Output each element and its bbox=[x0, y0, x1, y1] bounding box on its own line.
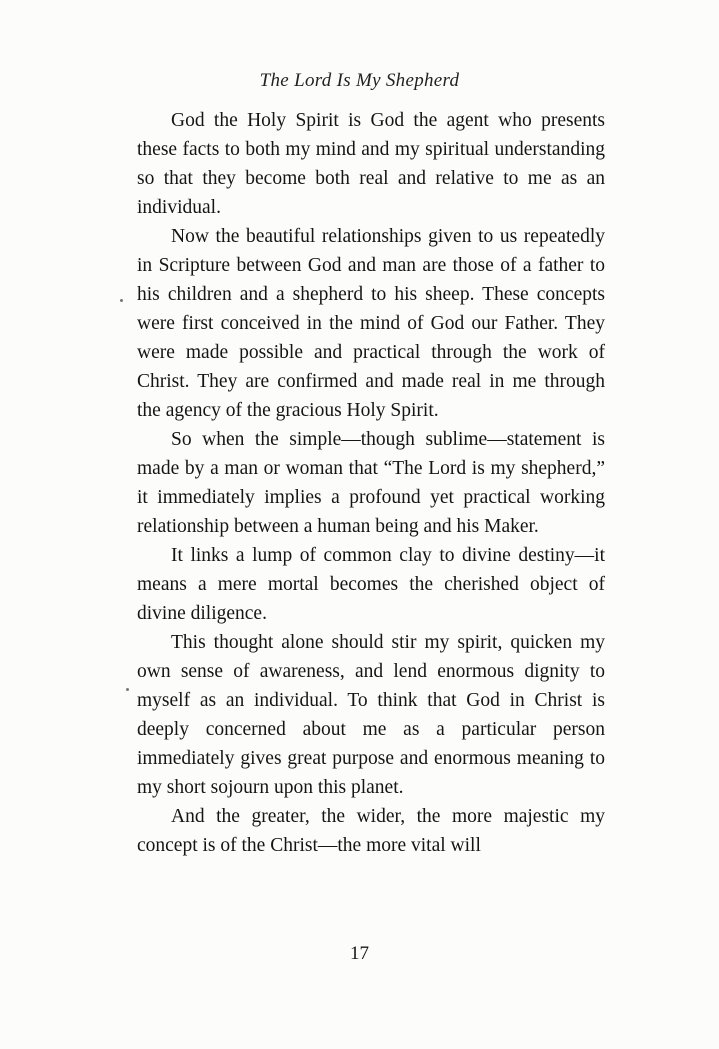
scan-speck bbox=[120, 299, 123, 302]
paragraph: God the Holy Spirit is God the agent who presents these facts to both my mind and my spiritual understanding so that they become both real and relative to me as an individual. bbox=[137, 110, 605, 218]
paragraph: Now the beautiful relationships given to us repeatedly in Scripture between God and man are those of a father to his children and a shepherd to his sheep. These concepts were first conceived in the mind of God our Father. They were made possible and practical through the work of Christ. They are confirmed and made real in me through the agency of the gracious Holy Spirit. bbox=[137, 226, 605, 421]
scan-speck bbox=[126, 688, 129, 691]
page-number: 17 bbox=[350, 943, 369, 964]
paragraph: It links a lump of common clay to divine destiny—it means a mere mortal becomes the cherished object of divine diligence. bbox=[137, 545, 605, 624]
paragraph: This thought alone should stir my spirit, quicken my own sense of awareness, and lend enormous dignity to myself as an individual. To think that God in Christ is deeply concerned about me as a particular person immediately gives great purpose and enormous meaning to my short sojourn upon this planet. bbox=[137, 632, 605, 798]
running-header: The Lord Is My Shepherd bbox=[259, 70, 460, 91]
paragraph: So when the simple—though sublime—statement is made by a man or woman that “The Lord is my shepherd,” it immediately implies a profound yet practical working relationship between a human being and his Maker. bbox=[137, 429, 605, 537]
paragraph: And the greater, the wider, the more majestic my concept is of the Christ—the more vital will bbox=[137, 806, 605, 856]
body-text bbox=[137, 106, 605, 860]
